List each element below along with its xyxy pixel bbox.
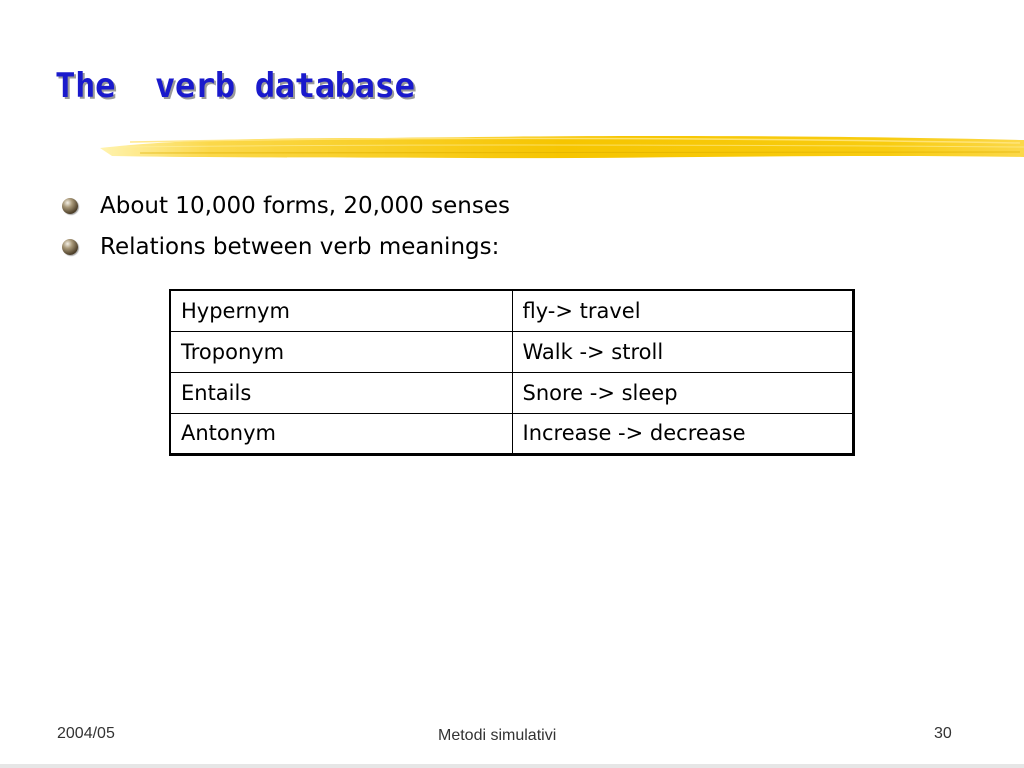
- table-row: [170, 290, 853, 331]
- slide-title: The verb database: [55, 66, 415, 106]
- bottom-divider: [0, 764, 1024, 768]
- bullet-item: [62, 226, 510, 267]
- example-cell: Walk -> stroll: [512, 331, 853, 372]
- bullet-text: Relations between verb meanings:: [100, 233, 500, 260]
- relation-cell: Antonym: [170, 413, 512, 454]
- verb-relations-table: [169, 289, 855, 456]
- bullet-item: [62, 185, 510, 226]
- relation-cell: Hypernym: [170, 290, 512, 331]
- relation-cell: Troponym: [170, 331, 512, 372]
- relation-cell: Entails: [170, 372, 512, 413]
- sphere-bullet-icon: [62, 239, 78, 255]
- footer-date: 2004/05: [57, 725, 115, 742]
- sphere-bullet-icon: [62, 198, 78, 214]
- table-row: [170, 331, 853, 372]
- bullet-list: [62, 185, 510, 267]
- bullet-text: About 10,000 forms, 20,000 senses: [100, 192, 510, 219]
- example-cell: fly-> travel: [512, 290, 853, 331]
- table-row: [170, 413, 853, 454]
- example-cell: Increase -> decrease: [512, 413, 853, 454]
- table-row: [170, 372, 853, 413]
- footer-page-number: 30: [934, 725, 952, 742]
- example-cell: Snore -> sleep: [512, 372, 853, 413]
- title-underline-brush-stroke: [0, 126, 1024, 166]
- footer-course-name: Metodi simulativi: [438, 727, 557, 744]
